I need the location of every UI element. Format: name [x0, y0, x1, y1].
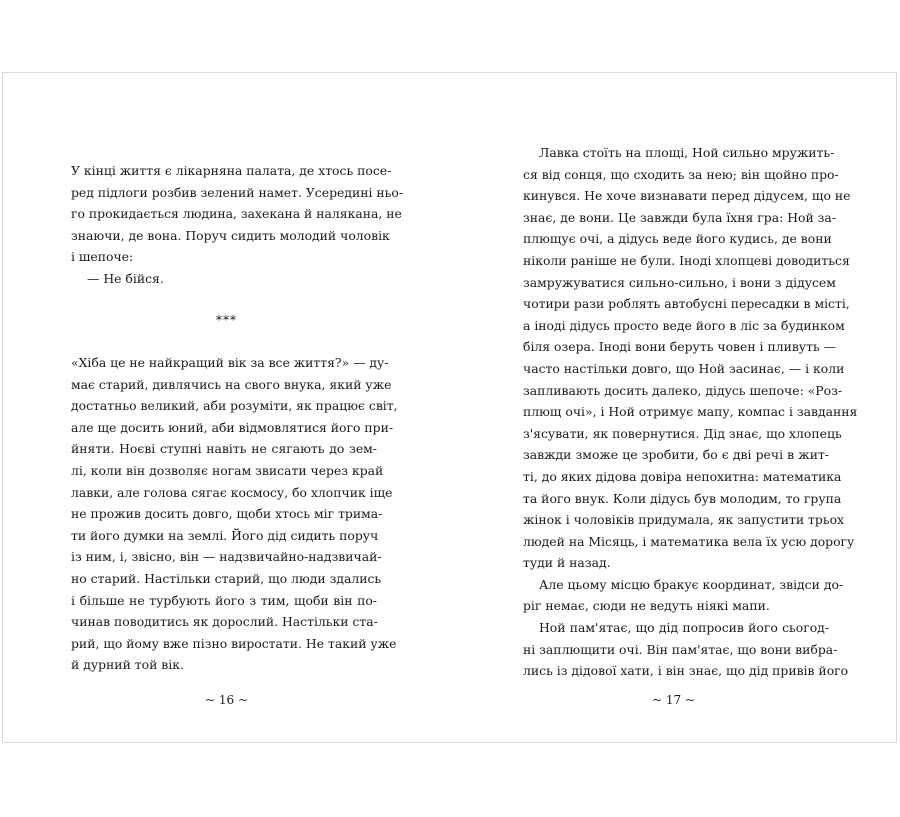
- text-line: біля озера. Іноді вони беруть човен і пливуть —: [523, 339, 837, 355]
- text-line: кинувся. Не хоче визнавати перед дідусем, що не: [523, 188, 851, 204]
- text-line: не прожив досить довго, щоби хтось міг трима-: [71, 506, 383, 522]
- text-line: лі, коли він дозволяє ногам звисати через край: [71, 462, 384, 478]
- dialogue-line: — Не бійся.: [87, 270, 164, 286]
- text-line: ся від сонця, що сходить за нею; він щойно про-: [523, 166, 839, 182]
- text-line: та його внук. Коли дідусь був молодим, то група: [523, 490, 842, 506]
- text-line: Ной пам'ятає, що дід попросив його сьогод-: [539, 620, 829, 636]
- left-page: [3, 73, 450, 742]
- text-line: Лавка стоїть на площі, Ной сильно мружить-: [539, 145, 835, 160]
- text-line: і шепоче:: [71, 249, 134, 265]
- text-line: замружуватися сильно-сильно, і вони з дідусем: [523, 274, 836, 290]
- page-number: ~ 16 ~: [204, 693, 248, 707]
- right-page: [450, 73, 897, 742]
- text-line: чинав поводитись як дорослий. Настільки ста-: [71, 614, 378, 630]
- text-line: жінок і чоловіків придумала, як запустити трьох: [523, 512, 845, 528]
- text-line: ти його думки на землі. Його дід сидить поруч: [71, 527, 379, 543]
- page-number: ~ 17 ~: [651, 693, 695, 707]
- text-line: знаючи, де вона. Поруч сидить молодий чоловік: [71, 227, 390, 243]
- text-line: «Хіба це не найкращий вік за все життя?» — ду-: [71, 355, 389, 370]
- text-line: і більше не турбують його з тим, щоби він по-: [71, 592, 377, 608]
- left-paragraph-2: [71, 352, 398, 676]
- text-line: часто настільки довго, що Ной засинає, — і коли: [523, 360, 845, 376]
- text-line: чотири рази роблять автобусні пересадки в місті,: [523, 296, 850, 312]
- text-line: рий, що йому вже пізно виростати. Не такий уже: [71, 635, 397, 651]
- text-line: плющує очі, а дідусь веде його кудись, де вони: [523, 231, 832, 247]
- text-line: завжди зможе це зробити, бо є дві речі в жит-: [523, 447, 829, 463]
- text-line: з'ясувати, як повернутися. Дід знає, що хлопець: [523, 425, 842, 441]
- text-line: людей на Місяць, і математика вела їх усю дорогу: [523, 533, 855, 549]
- text-line: ред підлоги розбив зелений намет. Усередині ньо-: [71, 184, 404, 200]
- text-line: ні заплющити очі. Він пам'ятає, що вони вибра-: [523, 641, 838, 657]
- text-line: а іноді дідусь просто веде його в ліс за будинком: [523, 317, 845, 333]
- text-line: із ним, і, звісно, він — надзвичайно-надзвичай-: [71, 549, 382, 565]
- left-paragraph-1: [71, 160, 404, 290]
- text-line: має старий, дивлячись на свого внука, який уже: [71, 376, 392, 392]
- text-line: достатньо великий, аби розуміти, як працює світ,: [71, 398, 398, 414]
- text-line: ріг немає, сюди не ведуть ніякі мапи.: [523, 598, 770, 614]
- text-line: ніколи раніше не були. Іноді хлопцеві доводиться: [523, 252, 850, 268]
- text-line: й дурний той вік.: [71, 657, 184, 673]
- text-line: Але цьому місцю бракує координат, звідси до-: [539, 576, 844, 592]
- text-line: ті, до яких дідова довіра непохитна: математика: [523, 468, 842, 484]
- text-line: знає, де вони. Це завжди була їхня гра: Ной за-: [523, 209, 837, 225]
- text-line: У кінці життя є лікарняна палата, де хтось посе-: [71, 163, 392, 178]
- right-text: [523, 142, 858, 682]
- book-spread: [2, 72, 897, 743]
- text-line: го прокидається людина, захекана й налякана, не: [71, 206, 402, 222]
- section-separator: ***: [216, 313, 237, 327]
- text-line: плющ очі», і Ной отримує мапу, компас і завдання: [523, 404, 858, 420]
- text-line: но старий. Настільки старий, що люди здались: [71, 570, 382, 586]
- text-line: туди й назад.: [523, 555, 611, 571]
- text-line: лавки, але голова сягає космосу, бо хлопчик іще: [71, 484, 393, 500]
- text-line: йняти. Ноєві ступні навіть не сягають до зем-: [71, 441, 377, 457]
- text-line: запливають досить далеко, дідусь шепоче: «Роз-: [523, 382, 843, 398]
- text-line: лись із дідової хати, і він знає, що дід привів його: [523, 663, 849, 679]
- text-line: але ще досить юний, аби відмовлятися його при-: [71, 419, 394, 435]
